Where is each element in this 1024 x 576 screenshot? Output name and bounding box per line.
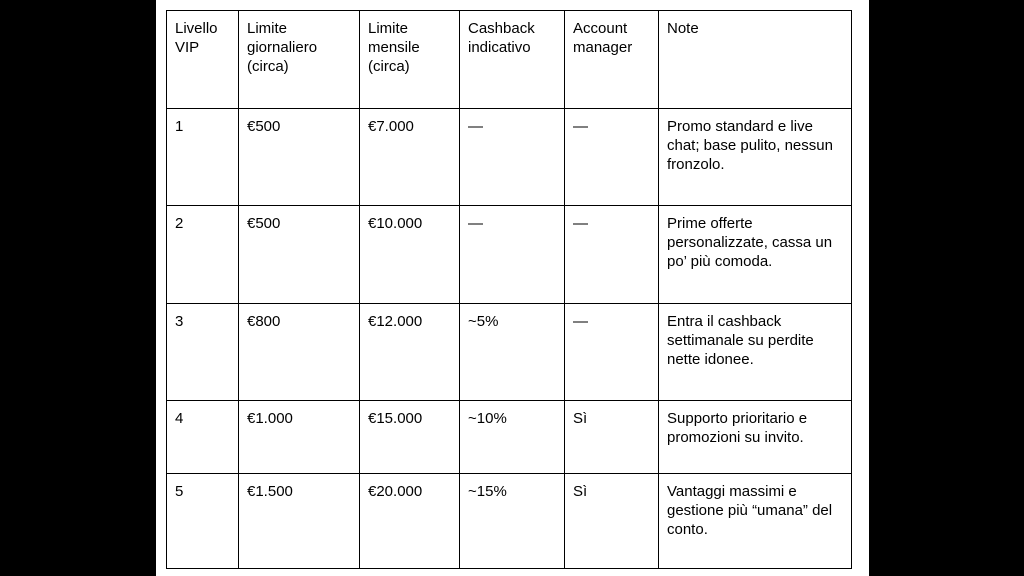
header-livello-vip: Livello VIP: [167, 11, 239, 109]
vip-levels-table: [166, 10, 852, 569]
cell-note: Entra il cashback settimanale su perdite nette idonee.: [659, 304, 852, 401]
cell-limite-mensile: €10.000: [360, 206, 460, 304]
cell-note: Prime offerte personalizzate, cassa un po’ più comoda.: [659, 206, 852, 304]
cell-livello: 5: [167, 474, 239, 569]
cell-note: Promo standard e live chat; base pulito, nessun fronzolo.: [659, 109, 852, 206]
header-cashback: Cashback indicativo: [460, 11, 565, 109]
cell-limite-mensile: €15.000: [360, 401, 460, 474]
cell-note: Vantaggi massimi e gestione più “umana” del conto.: [659, 474, 852, 569]
cell-limite-giornaliero: €800: [239, 304, 360, 401]
header-limite-giornaliero: Limite giornaliero (circa): [239, 11, 360, 109]
table-row: [167, 109, 852, 206]
cell-account-manager: —: [565, 109, 659, 206]
cell-cashback: —: [460, 109, 565, 206]
cell-limite-giornaliero: €1.000: [239, 401, 360, 474]
table-header-row: [167, 11, 852, 109]
cell-cashback: —: [460, 206, 565, 304]
cell-limite-mensile: €7.000: [360, 109, 460, 206]
cell-cashback: ~5%: [460, 304, 565, 401]
cell-account-manager: —: [565, 206, 659, 304]
cell-limite-mensile: €12.000: [360, 304, 460, 401]
cell-livello: 2: [167, 206, 239, 304]
cell-limite-giornaliero: €500: [239, 206, 360, 304]
cell-livello: 1: [167, 109, 239, 206]
header-limite-mensile: Limite mensile (circa): [360, 11, 460, 109]
cell-cashback: ~15%: [460, 474, 565, 569]
table-row: [167, 206, 852, 304]
table-row: [167, 474, 852, 569]
cell-note: Supporto prioritario e promozioni su invito.: [659, 401, 852, 474]
cell-cashback: ~10%: [460, 401, 565, 474]
cell-limite-giornaliero: €500: [239, 109, 360, 206]
cell-account-manager: Sì: [565, 401, 659, 474]
header-note: Note: [659, 11, 852, 109]
header-account-manager: Account manager: [565, 11, 659, 109]
table-row: [167, 401, 852, 474]
cell-account-manager: —: [565, 304, 659, 401]
cell-limite-mensile: €20.000: [360, 474, 460, 569]
cell-account-manager: Sì: [565, 474, 659, 569]
document-page: [156, 0, 869, 576]
cell-livello: 4: [167, 401, 239, 474]
cell-livello: 3: [167, 304, 239, 401]
table-row: [167, 304, 852, 401]
cell-limite-giornaliero: €1.500: [239, 474, 360, 569]
